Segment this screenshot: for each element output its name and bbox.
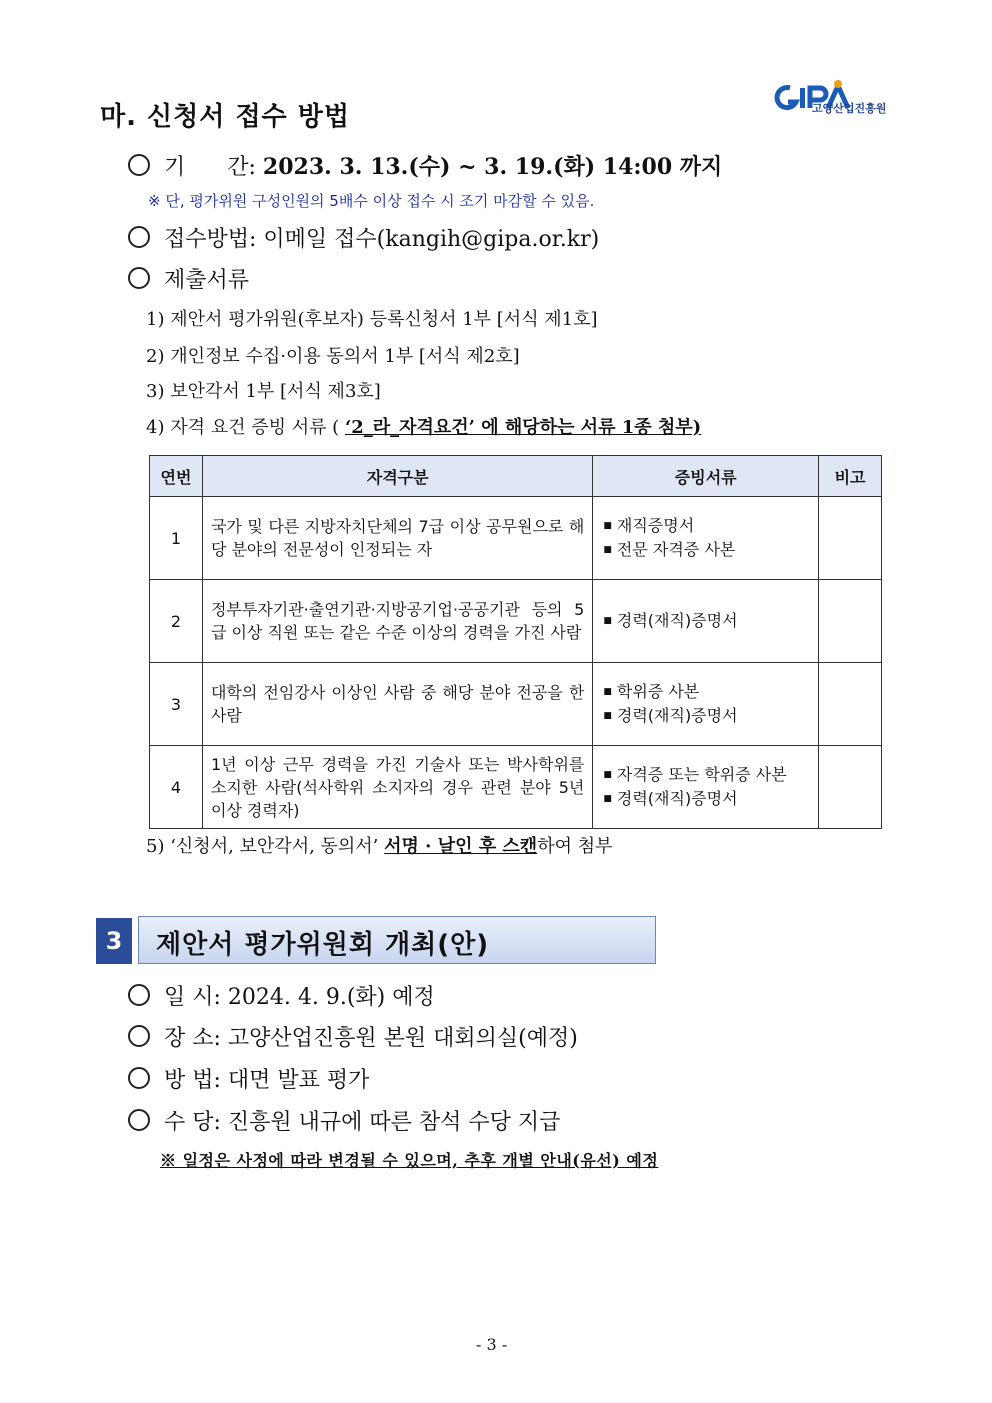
doc5-emphasis: 서명 · 날인 후 스캔 [384,836,538,857]
qualification-table [149,455,882,829]
table-header-row [150,456,882,497]
doc-bullet: ■ 재직증명서 [603,514,808,538]
meeting-item [128,1105,560,1136]
row-number: 4 [150,746,203,829]
doc-bullet: ■ 경력(재직)증명서 [603,609,808,633]
qualification-cell: 1년 이상 근무 경력을 가진 기술사 또는 박사학위를 소지한 사람(석사학위 소지자의 경우 관련 분야 5년 이상 경력자) [202,746,592,829]
col-header: 비고 [819,456,882,497]
gipa-logo [772,80,898,116]
docs-cell [593,663,819,746]
circle-bullet-icon [128,1025,150,1047]
table-row [150,746,882,829]
table-row [150,580,882,663]
circle-bullet-icon [128,154,150,176]
section3-title: 제안서 평가위원회 개최(안) [156,930,490,960]
section-title: 마. 신청서 접수 방법 [100,102,350,132]
note-cell [819,663,882,746]
meeting-item-text: 방 법: 대면 발표 평가 [164,1068,370,1093]
schedule-note: ※ 일정은 사정에 따라 변경될 수 있으며, 추후 개별 안내(유선) 예정 [160,1151,659,1170]
table-row [150,663,882,746]
qualification-cell: 대학의 전임강사 이상인 사람 중 해당 분야 전공을 한 사람 [202,663,592,746]
doc4-prefix: 4) 자격 요건 증빙 서류 ( [146,417,345,438]
doc5-prefix: 5) ‘신청서, 보안각서, 동의서’ [146,836,385,857]
qualification-cell: 정부투자기관·출연기관·지방공기업·공공기관 등의 5급 이상 직원 또는 같은 수준 이상의 경력을 가진 사람 [202,580,592,663]
period-label: 기 간: [164,155,256,180]
circle-bullet-icon [128,1067,150,1089]
doc4-ref-text: ‘2_라_자격요건’ [344,417,475,438]
period-line [128,150,722,181]
doc4-suffix: 에 해당하는 서류 1종 첨부) [474,417,702,438]
docs-cell [593,580,819,663]
circle-bullet-icon [128,226,150,248]
doc-bullet: ■ 학위증 사본 [603,680,808,704]
period-value: 2023. 3. 13.(수) ~ 3. 19.(화) 14:00 까지 [262,154,723,180]
col-header: 자격구분 [202,456,592,497]
meeting-item [128,1021,578,1052]
docs-label: 제출서류 [164,268,250,293]
meeting-item [128,1063,369,1094]
doc4-ref [345,417,701,438]
doc-bullet: ■ 자격증 또는 학위증 사본 [603,763,808,787]
method-label: 접수방법: [164,227,257,252]
doc-bullet: ■ 전문 자격증 사본 [603,538,808,562]
docs-cell [593,497,819,580]
section-number-badge: 3 [96,918,132,964]
col-header: 연번 [150,456,203,497]
note-cell [819,497,882,580]
method-value: 이메일 접수(kangih@gipa.or.kr) [263,227,600,252]
qualification-cell: 국가 및 다른 지방자치단체의 7급 이상 공무원으로 해당 분야의 전문성이 인정되는 자 [202,497,592,580]
logo-text: 고양산업진흥원 [812,102,887,115]
period-note: ※ 단, 평가위원 구성인원의 5배수 이상 접수 시 조기 마감할 수 있음. [148,192,595,210]
doc-item-5 [146,832,612,858]
method-line [128,222,599,253]
row-number: 3 [150,663,203,746]
page-number: - 3 - [476,1335,508,1354]
row-number: 2 [150,580,203,663]
doc5-suffix: 하여 첨부 [537,836,613,857]
doc-bullet: ■ 경력(재직)증명서 [603,704,808,728]
docs-line [128,263,249,294]
doc-item: 1) 제안서 평가위원(후보자) 등록신청서 1부 [서식 제1호] [146,309,598,330]
note-cell [819,746,882,829]
meeting-item-text: 장 소: 고양산업진흥원 본원 대회의실(예정) [164,1026,578,1051]
doc-item: 2) 개인정보 수집·이용 동의서 1부 [서식 제2호] [146,346,520,367]
col-header: 증빙서류 [593,456,819,497]
doc-bullet: ■ 경력(재직)증명서 [603,787,808,811]
meeting-item [128,980,435,1011]
row-number: 1 [150,497,203,580]
circle-bullet-icon [128,267,150,289]
doc-item: 3) 보안각서 1부 [서식 제3호] [146,381,381,402]
meeting-item-text: 수 당: 진흥원 내규에 따른 참석 수당 지급 [164,1110,561,1135]
circle-bullet-icon [128,1109,150,1131]
table-row [150,497,882,580]
meeting-item-text: 일 시: 2024. 4. 9.(화) 예정 [164,985,435,1010]
docs-cell [593,746,819,829]
doc-item-4 [146,413,701,439]
note-cell [819,580,882,663]
circle-bullet-icon [128,984,150,1006]
